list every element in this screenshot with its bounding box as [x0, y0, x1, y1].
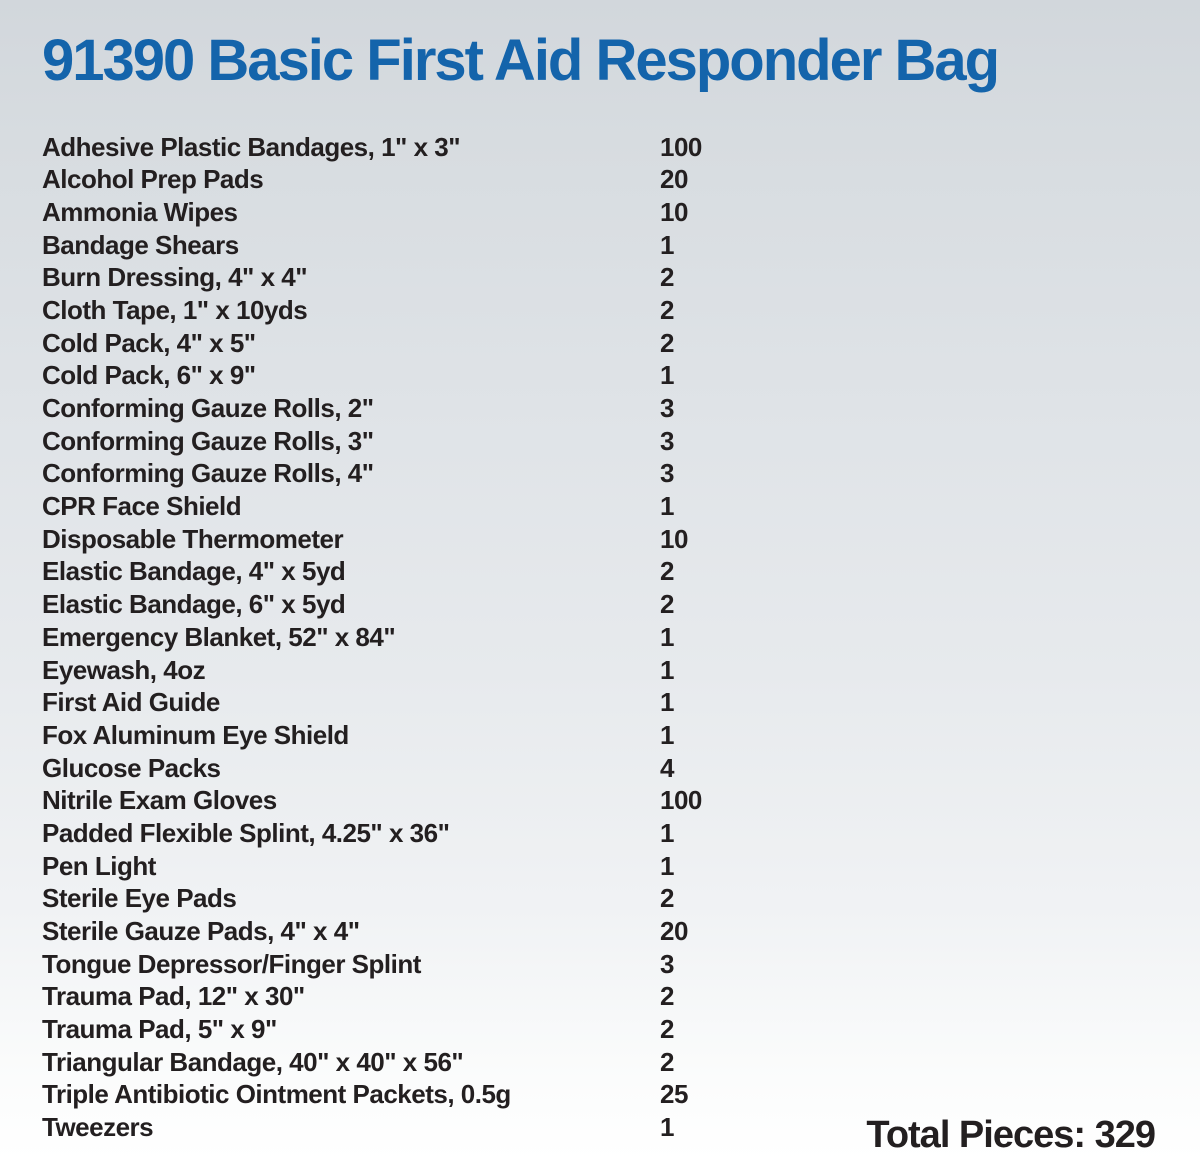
item-row: [42, 817, 1200, 850]
item-qty: 1: [660, 491, 674, 522]
page-title: 91390 Basic First Aid Responder Bag: [42, 28, 999, 93]
item-name: Ammonia Wipes: [42, 196, 238, 227]
item-name: Pen Light: [42, 850, 156, 881]
item-row: [42, 850, 1200, 883]
item-name: Fox Aluminum Eye Shield: [42, 719, 349, 750]
item-row: [42, 883, 1200, 916]
item-qty: 20: [660, 164, 688, 195]
item-row: [42, 784, 1200, 817]
item-qty: 20: [660, 916, 688, 947]
item-qty: 100: [660, 131, 702, 162]
item-qty: 10: [660, 523, 688, 554]
item-row: [42, 686, 1200, 719]
item-name: Cloth Tape, 1" x 10yds: [42, 294, 308, 325]
item-row: [42, 327, 1200, 360]
item-qty: 1: [660, 719, 674, 750]
item-qty: 2: [660, 294, 674, 325]
item-qty: 2: [660, 589, 674, 620]
item-row: [42, 458, 1200, 491]
item-row: [42, 556, 1200, 589]
item-qty: 1: [660, 687, 674, 718]
item-name: Adhesive Plastic Bandages, 1" x 3": [42, 131, 461, 162]
item-row: [42, 948, 1200, 981]
item-name: Burn Dressing, 4" x 4": [42, 262, 308, 293]
item-row: [42, 719, 1200, 752]
item-row: [42, 294, 1200, 327]
item-name: Triple Antibiotic Ointment Packets, 0.5g: [42, 1079, 511, 1110]
item-name: First Aid Guide: [42, 687, 220, 718]
item-name: Disposable Thermometer: [42, 523, 344, 554]
item-row: [42, 915, 1200, 948]
item-row: [42, 131, 1200, 164]
item-row: [42, 392, 1200, 425]
item-qty: 2: [660, 981, 674, 1012]
item-name: Eyewash, 4oz: [42, 654, 206, 685]
item-qty: 1: [660, 621, 674, 652]
item-qty: 1: [660, 360, 674, 391]
item-row: [42, 425, 1200, 458]
item-qty: 1: [660, 817, 674, 848]
item-row: [42, 1079, 1200, 1112]
item-list: [42, 131, 1200, 1144]
item-qty: 2: [660, 1014, 674, 1045]
item-name: Conforming Gauze Rolls, 4": [42, 458, 374, 489]
item-name: Trauma Pad, 5" x 9": [42, 1014, 277, 1045]
item-row: [42, 654, 1200, 687]
item-row: [42, 1046, 1200, 1079]
item-name: Cold Pack, 4" x 5": [42, 327, 256, 358]
item-name: Sterile Eye Pads: [42, 883, 237, 914]
item-name: Bandage Shears: [42, 229, 239, 260]
item-row: [42, 588, 1200, 621]
item-row: [42, 229, 1200, 262]
item-qty: 2: [660, 556, 674, 587]
item-qty: 2: [660, 262, 674, 293]
item-name: Trauma Pad, 12" x 30": [42, 981, 305, 1012]
item-qty: 2: [660, 883, 674, 914]
item-row: [42, 490, 1200, 523]
item-row: [42, 360, 1200, 393]
item-row: [42, 523, 1200, 556]
item-name: CPR Face Shield: [42, 491, 242, 522]
item-qty: 10: [660, 196, 688, 227]
item-name: Elastic Bandage, 6" x 5yd: [42, 589, 346, 620]
item-name: Padded Flexible Splint, 4.25" x 36": [42, 817, 450, 848]
item-row: [42, 752, 1200, 785]
item-row: [42, 261, 1200, 294]
item-name: Cold Pack, 6" x 9": [42, 360, 256, 391]
item-name: Elastic Bandage, 4" x 5yd: [42, 556, 346, 587]
total-pieces: [866, 1114, 1155, 1157]
item-name: Glucose Packs: [42, 752, 221, 783]
item-name: Tweezers: [42, 1112, 154, 1143]
item-qty: 3: [660, 425, 674, 456]
item-row: [42, 196, 1200, 229]
item-qty: 3: [660, 458, 674, 489]
item-row: [42, 981, 1200, 1014]
item-qty: 1: [660, 850, 674, 881]
item-qty: 3: [660, 948, 674, 979]
item-qty: 2: [660, 327, 674, 358]
item-qty: 1: [660, 1112, 674, 1143]
item-qty: 2: [660, 1046, 674, 1077]
item-name: Sterile Gauze Pads, 4" x 4": [42, 916, 360, 947]
item-name: Nitrile Exam Gloves: [42, 785, 277, 816]
total-pieces-value: 329: [1094, 1114, 1155, 1156]
item-name: Emergency Blanket, 52" x 84": [42, 621, 396, 652]
item-name: Conforming Gauze Rolls, 3": [42, 425, 374, 456]
item-name: Alcohol Prep Pads: [42, 164, 264, 195]
item-name: Conforming Gauze Rolls, 2": [42, 393, 374, 424]
item-qty: 1: [660, 229, 674, 260]
item-qty: 4: [660, 752, 674, 783]
item-name: Triangular Bandage, 40" x 40" x 56": [42, 1046, 464, 1077]
item-name: Tongue Depressor/Finger Splint: [42, 948, 421, 979]
item-qty: 25: [660, 1079, 688, 1110]
total-pieces-label: Total Pieces:: [866, 1114, 1086, 1156]
item-row: [42, 621, 1200, 654]
item-row: [42, 1013, 1200, 1046]
item-qty: 100: [660, 785, 702, 816]
item-qty: 3: [660, 393, 674, 424]
item-qty: 1: [660, 654, 674, 685]
item-row: [42, 163, 1200, 196]
